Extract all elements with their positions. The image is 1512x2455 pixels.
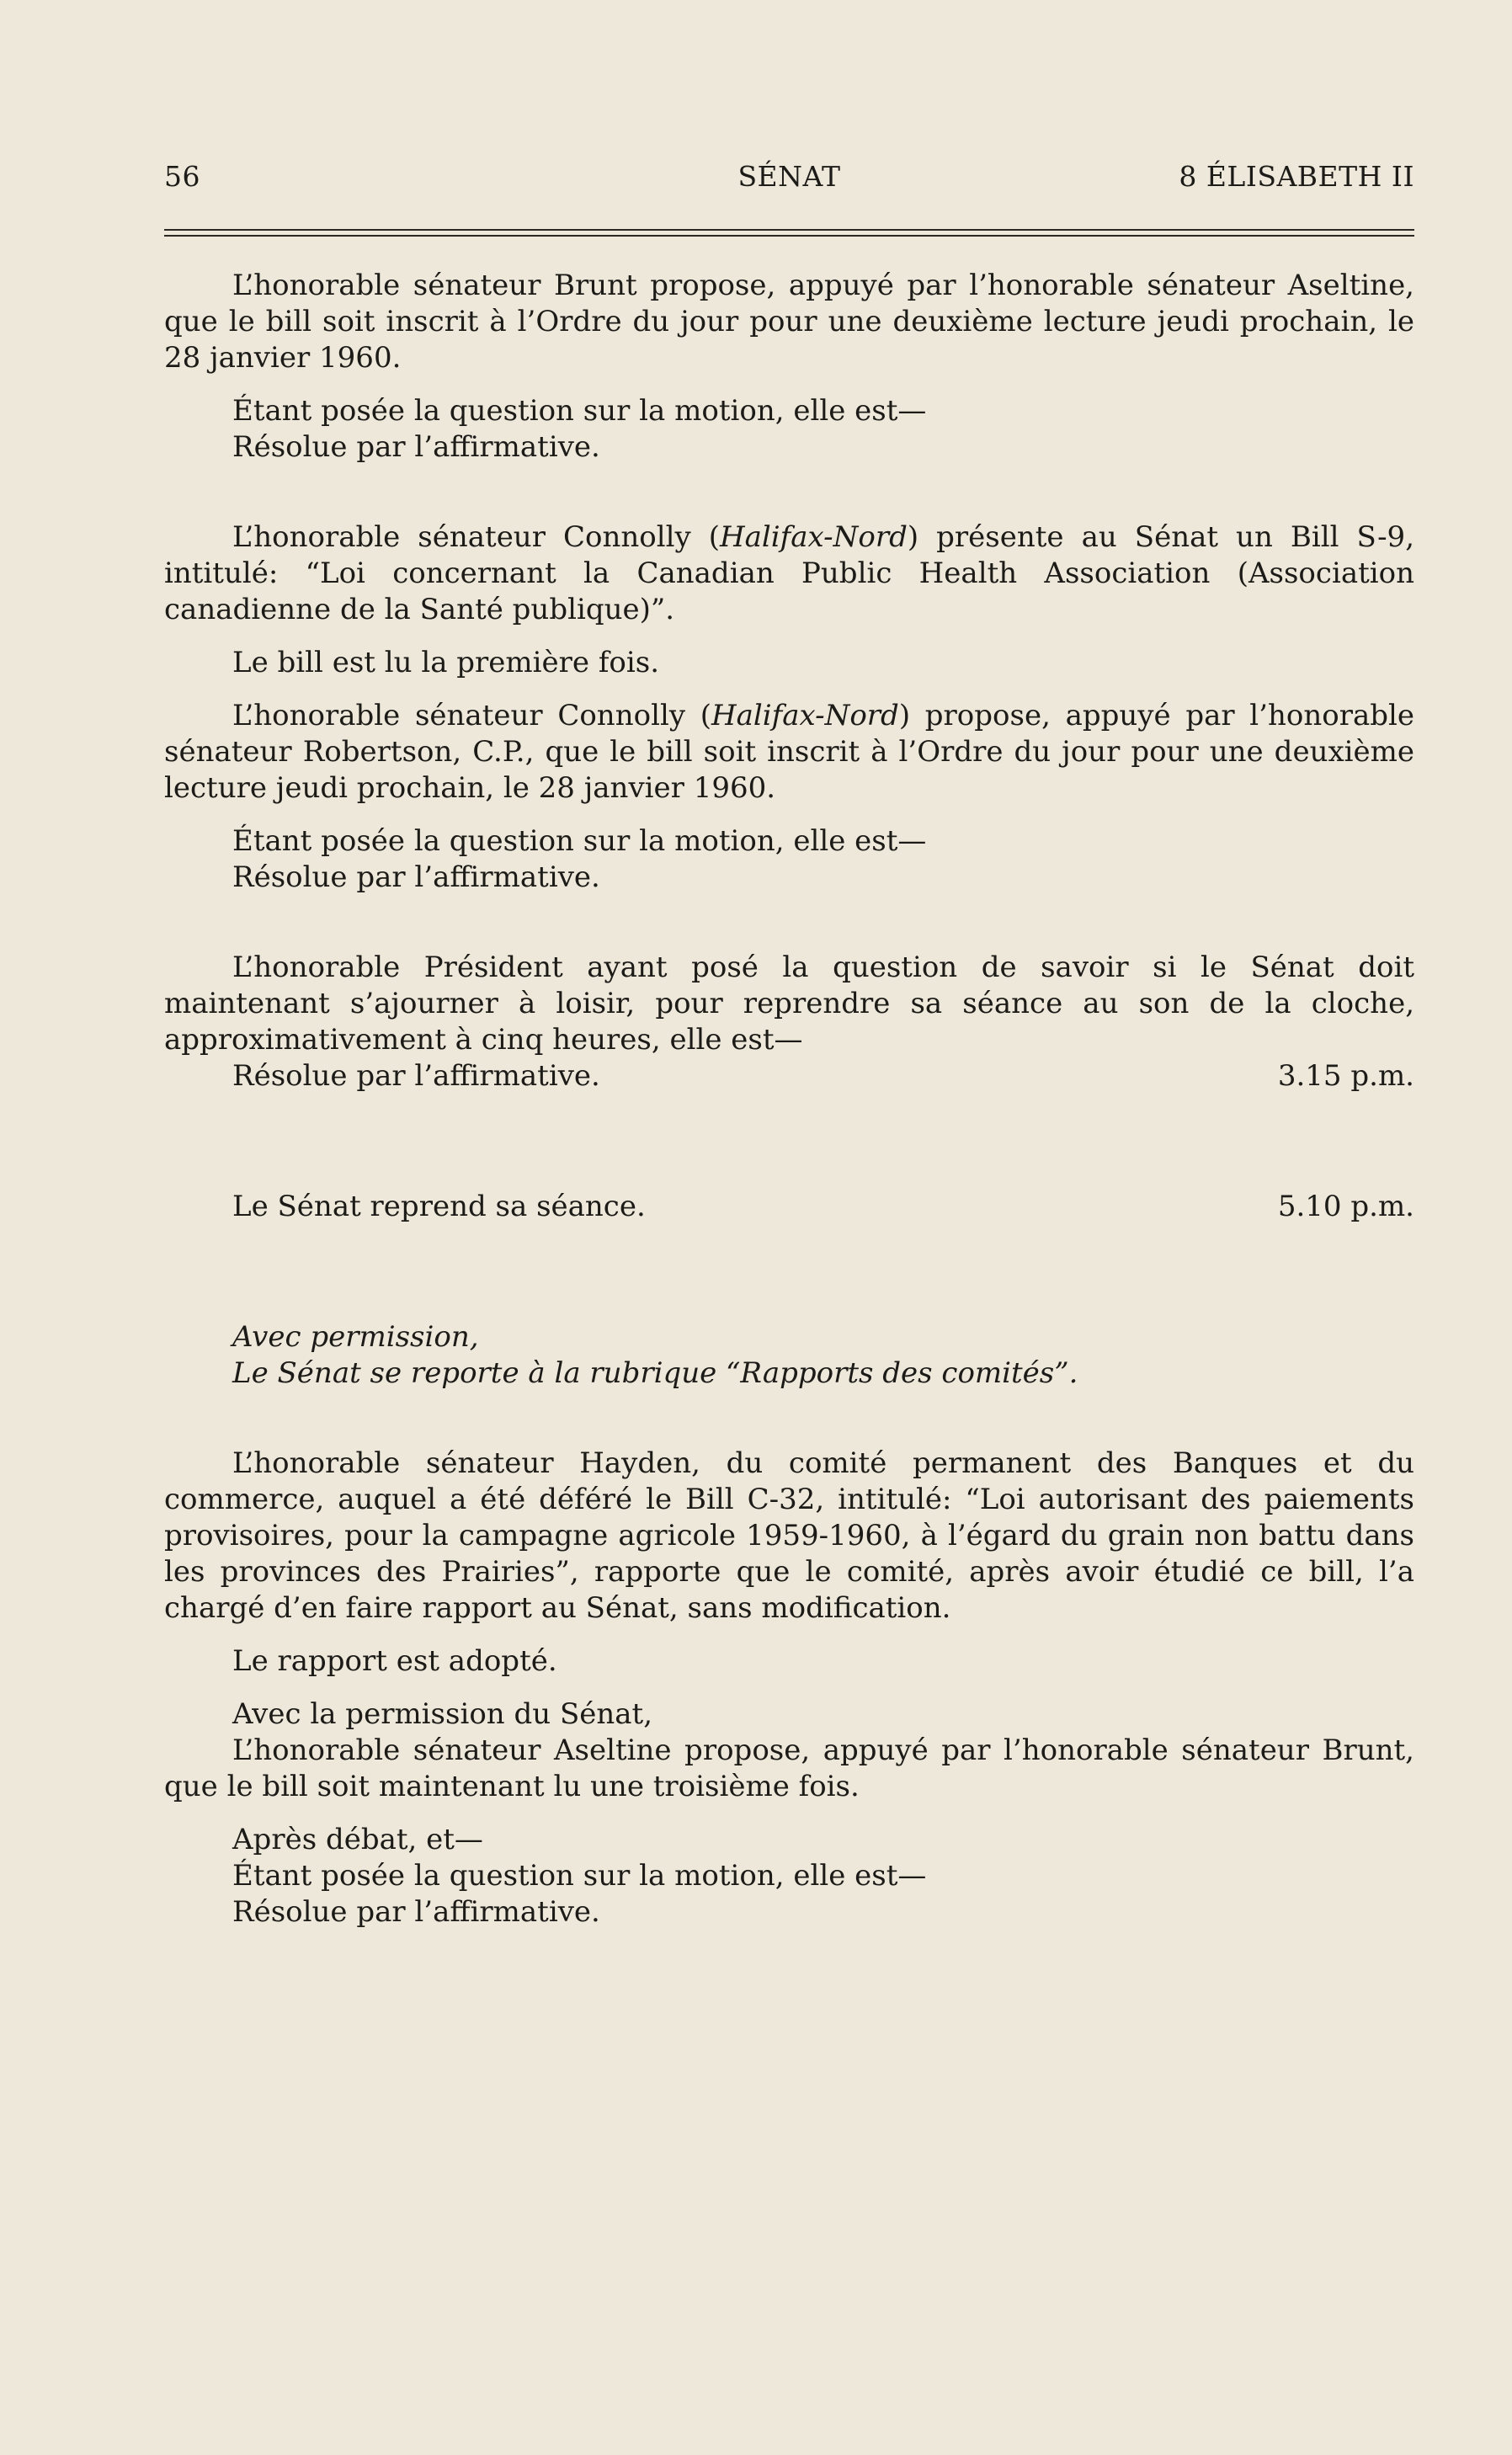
- committee-reports-line: Le Sénat se reporte à la rubrique “Rapports des comités”.: [232, 1356, 1078, 1390]
- header-reign: 8 ÉLISABETH II: [1179, 160, 1414, 193]
- header-title: SÉNAT: [737, 160, 841, 193]
- resumption-line: Le Sénat reprend sa séance.: [232, 1190, 646, 1223]
- paragraph-connolly-motion: [164, 698, 1414, 807]
- page-number: 56: [164, 160, 200, 193]
- question-put-line: Étant posée la question sur la motion, elle est—: [232, 394, 927, 428]
- question-put-line: Étant posée la question sur la motion, elle est—: [232, 1859, 927, 1893]
- debate-line: Après débat, et—: [232, 1823, 483, 1856]
- resolution-with-time: [164, 1058, 1414, 1094]
- paragraph-aseltine-motion: L’honorable sénateur Aseltine propose, appuyé par l’honorable sénateur Brunt, que le bill soit maintenant lu une troisième fois.: [164, 1733, 1414, 1803]
- first-reading-line: Le bill est lu la première fois.: [232, 646, 660, 679]
- riding-name: Halifax-Nord: [711, 699, 899, 732]
- leave-line: Avec permission,: [232, 1320, 479, 1354]
- running-header: [164, 160, 1414, 202]
- text-segment: ) présente au Sénat un Bill S-9, intitulé: “Loi concernant la Canadian Public Health Association (Association canadienne de la Santé publique)”.: [164, 520, 1414, 626]
- text-segment: L’honorable sénateur Connolly (: [232, 699, 711, 732]
- page-body: [164, 268, 1414, 1930]
- paragraph-adjournment: L’honorable Président ayant posé la question de savoir si le Sénat doit maintenant s’ajourner à loisir, pour reprendre sa séance au son de la cloche, approximativement à cinq heures, elle est—: [164, 951, 1414, 1057]
- paragraph-hayden-report: L’honorable sénateur Hayden, du comité permanent des Banques et du commerce, auquel a été déféré le Bill C-32, intitulé: “Loi autorisant des paiements provisoires, pour la campagne agricole 1959-1960, à l’égard du grain non battu dans les provinces des Prairies”, rapporte que le comité, après avoir étudié ce bill, l’a chargé d’en faire rapport au Sénat, sans modification.: [164, 1446, 1414, 1625]
- header-rule-top: [164, 229, 1414, 231]
- time-stamp: 3.15 p.m.: [1277, 1059, 1414, 1093]
- resolution-line: Résolue par l’affirmative.: [232, 1059, 600, 1093]
- paragraph-connolly-bill: [164, 519, 1414, 628]
- resolution-line: Résolue par l’affirmative.: [232, 1895, 600, 1929]
- text-segment: ) propose, appuyé par l’honorable sénateur Robertson, C.P., que le bill soit inscrit à l’Ordre du jour pour une deuxième lecture jeudi prochain, le 28 janvier 1960.: [164, 699, 1414, 805]
- header-rule-bottom: [164, 235, 1414, 237]
- leave-of-senate-line: Avec la permission du Sénat,: [232, 1697, 653, 1731]
- resolution-line: Résolue par l’affirmative.: [232, 860, 600, 894]
- question-put-line: Étant posée la question sur la motion, elle est—: [232, 824, 927, 858]
- time-stamp: 5.10 p.m.: [1277, 1190, 1414, 1223]
- report-adopted-line: Le rapport est adopté.: [232, 1644, 557, 1678]
- paragraph-brunt-motion: L’honorable sénateur Brunt propose, appuyé par l’honorable sénateur Aseltine, que le bill soit inscrit à l’Ordre du jour pour une deuxième lecture jeudi prochain, le 28 janvier 1960.: [164, 269, 1414, 375]
- resolution-line: Résolue par l’affirmative.: [232, 430, 600, 464]
- resumption-with-time: [164, 1189, 1414, 1225]
- riding-name: Halifax-Nord: [720, 520, 908, 554]
- text-segment: L’honorable sénateur Connolly (: [232, 520, 721, 554]
